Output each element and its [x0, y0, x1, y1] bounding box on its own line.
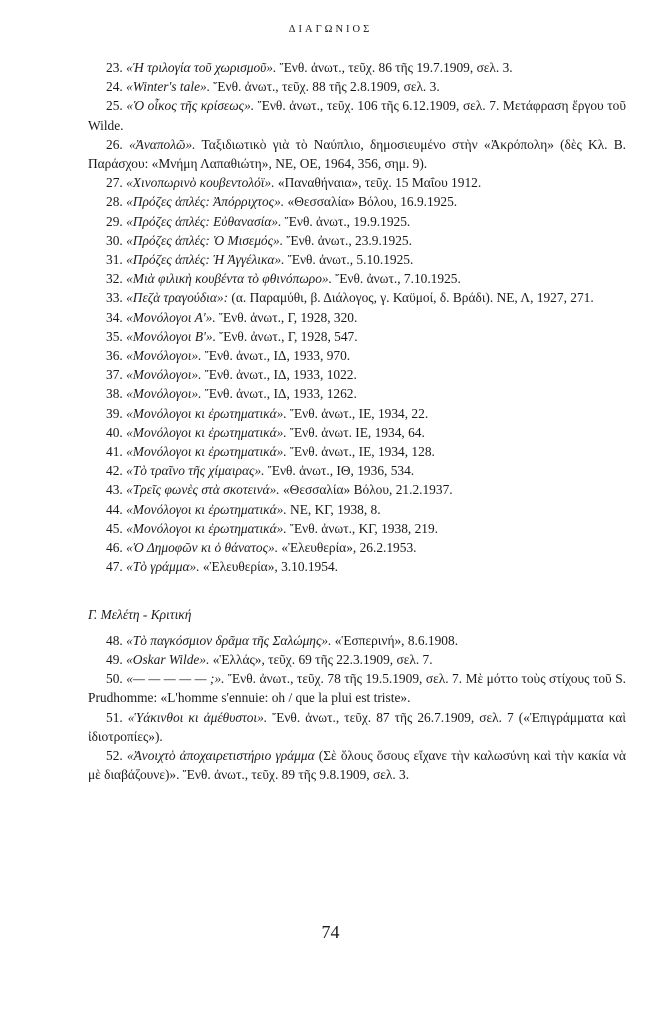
entry-title: «Ἡ τριλογία τοῦ χωρισμοῦ». — [126, 60, 277, 75]
entry-number: 36. — [106, 348, 123, 364]
entry-number: 31. — [106, 252, 123, 268]
entry-number: 35. — [106, 328, 123, 344]
running-head: ΔΙΑΓΩΝΙΟΣ — [288, 24, 373, 35]
bibliography-entry — [88, 708, 626, 746]
entry-details: «Θεσσαλία» Βόλου, 21.2.1937. — [279, 482, 453, 498]
bibliography-entry — [88, 404, 626, 423]
entry-title: «Ὑάκινθοι κι ἀμέθυστοι». — [127, 709, 268, 725]
entry-title: «— — — — — ;». — [126, 671, 225, 687]
entry-title: «Μονόλογοι». — [126, 367, 202, 383]
bibliography-entry — [88, 557, 626, 576]
entry-title: «Πρόζες ἁπλές: Ἀπόρριχτος». — [126, 194, 285, 210]
entry-title: «Τὸ παγκόσμιον δρᾶμα τῆς Σαλώμης». — [126, 632, 332, 648]
bibliography-entry — [88, 346, 626, 365]
entry-number: 48. — [106, 632, 123, 648]
entry-details: Ἔνθ. ἀνωτ., τεῦχ. 78 τῆς 19.5.1909, σελ. 7. Μὲ μόττο τοὺς στίχους τοῦ S. Prudhomme: «L'homme s'ennuie: oh / que la plui est triste». — [88, 671, 626, 706]
entry-number: 42. — [106, 463, 123, 479]
page-number: 74 — [321, 922, 340, 942]
entry-details: Ἔνθ. ἀνωτ., 23.9.1925. — [283, 232, 412, 248]
entry-details: Ἔνθ. ἀνωτ., τεῦχ. 86 τῆς 19.7.1909, σελ. 3. — [276, 60, 513, 75]
entry-details: Ἔνθ. ἀνωτ., Γ, 1928, 547. — [215, 328, 358, 344]
bibliography-entry — [88, 231, 626, 250]
entry-title: «Τὸ τραῖνο τῆς χίμαιρας». — [126, 463, 265, 479]
entry-details: «Ἑσπερινή», 8.6.1908. — [331, 632, 459, 648]
entry-details: Ἔνθ. ἀνωτ., ΙΕ, 1934, 22. — [286, 405, 429, 421]
entry-details: Ἔνθ. ἀνωτ. ΙΕ, 1934, 64. — [286, 424, 425, 440]
entry-details: «Ἐλευθερία», 3.10.1954. — [199, 559, 338, 575]
entry-details: (Σὲ ὅλους ὅσους εἴχανε τὴν καλωσύνη καὶ τὴν κακία νὰ μὲ διαβάζουνε)». Ἔνθ. ἀνωτ., τεῦχ. 89 τῆς 9.8.1909, σελ. 3. — [88, 747, 627, 783]
entry-title: «Μονόλογοι». — [126, 348, 202, 364]
entry-number: 27. — [106, 175, 123, 191]
entry-number: 46. — [106, 540, 123, 556]
bibliography-entry — [88, 192, 626, 211]
bibliography-entry — [88, 423, 626, 442]
entry-number: 23. — [106, 60, 123, 75]
bibliography-entry — [88, 631, 626, 650]
entry-number: 44. — [106, 501, 123, 517]
entry-list-criticism — [88, 631, 626, 785]
bibliography-entry — [88, 96, 626, 134]
entry-title: «Μονόλογοι κι ἐρωτηματικά». — [126, 405, 287, 421]
entry-details: Ἔνθ. ἀνωτ., τεῦχ. 87 τῆς 26.7.1909, σελ. 7 («Ἐπιγράμματα καὶ ἰδιοτροπίες»). — [88, 709, 626, 744]
entry-title: «Μονόλογοι κι ἐρωτηματικά». — [126, 424, 287, 440]
bibliography-entry — [88, 746, 626, 784]
entry-number: 30. — [106, 232, 123, 248]
bibliography-entry — [88, 480, 626, 499]
entry-details: (α. Παραμύθι, β. Διάλογος, γ. Καϋμοί, δ. Βράδι). ΝΕ, Λ, 1927, 271. — [228, 290, 594, 306]
entry-number: 34. — [106, 309, 123, 325]
entry-title: «Ὁ οἶκος τῆς κρίσεως». — [126, 98, 255, 114]
entry-number: 25. — [106, 98, 123, 114]
bibliography-entry — [88, 308, 626, 327]
entry-details: Ἔνθ. ἀνωτ., τεῦχ. 106 τῆς 6.12.1909, σελ. 7. Μετάφραση ἔργου τοῦ Wilde. — [88, 98, 626, 133]
entry-details: «Ἑλλάς», τεῦχ. 69 τῆς 22.3.1909, σελ. 7. — [209, 651, 433, 667]
entry-details: Ταξιδιωτικὸ γιὰ τὸ Ναύπλιο, δημοσιευμένο στὴν «Ἀκρόπολη» (δὲς Κλ. Β. Παράσχου: «Μνήμη Λαπαθιώτη», ΝΕ, ΟΕ, 1964, 356, σημ. 9). — [88, 136, 626, 172]
entry-details: Ἔνθ. ἀνωτ., 7.10.1925. — [331, 271, 461, 287]
bibliography-entry — [88, 461, 626, 480]
entry-title: «Τρεῖς φωνὲς στὰ σκοτεινά». — [126, 482, 280, 498]
entry-details: «Ἐλευθερία», 26.2.1953. — [278, 540, 417, 556]
entry-details: Ἔνθ. ἀνωτ., ΙΔ, 1933, 970. — [201, 348, 351, 364]
entry-number: 49. — [106, 651, 123, 667]
entry-title: «Μονόλογοι κι ἐρωτηματικά». — [126, 444, 287, 460]
entry-details: «Θεσσαλία» Βόλου, 16.9.1925. — [284, 194, 458, 210]
bibliography-text — [88, 58, 626, 784]
entry-details: Ἔνθ. ἀνωτ., τεῦχ. 88 τῆς 2.8.1909, σελ. 3. — [210, 79, 440, 95]
entry-number: 33. — [106, 290, 123, 306]
entry-number: 50. — [106, 671, 123, 687]
bibliography-entry — [88, 269, 626, 288]
bibliography-entry — [88, 650, 626, 669]
bibliography-entry — [88, 58, 626, 77]
entry-title: «Ἀναπολῶ». — [128, 136, 196, 152]
bibliography-entry — [88, 669, 626, 707]
entry-title: «Ὁ Δημοφῶν κι ὁ θάνατος». — [126, 540, 279, 556]
entry-details: Ἔνθ. ἀνωτ., ΙΘ, 1936, 534. — [264, 463, 415, 479]
entry-number: 32. — [106, 271, 123, 287]
entry-title: «Πρόζες ἁπλές: Ἡ Ἀγγέλικα». — [126, 252, 285, 268]
entry-number: 52. — [106, 747, 123, 763]
bibliography-entry — [88, 442, 626, 461]
entry-details: Ἔνθ. ἀνωτ., 5.10.1925. — [284, 252, 414, 268]
entry-number: 26. — [106, 136, 123, 152]
bibliography-entry — [88, 288, 626, 307]
bibliography-entry — [88, 250, 626, 269]
bibliography-entry — [88, 384, 626, 403]
entry-details: Ἔνθ. ἀνωτ., 19.9.1925. — [281, 213, 411, 229]
entry-title: «Τὸ γράμμα». — [126, 559, 200, 575]
entry-details: Ἔνθ. ἀνωτ., ΚΓ, 1938, 219. — [286, 520, 439, 536]
bibliography-entry — [88, 365, 626, 384]
entry-title: «Μονόλογοι Α'». — [126, 309, 216, 325]
entry-title: «Ἀνοιχτὸ ἀποχαιρετιστήριο γράμμα — [126, 747, 315, 763]
entry-number: 29. — [106, 213, 123, 229]
entry-title: «Μονόλογοι κι ἐρωτηματικά». — [126, 501, 287, 517]
bibliography-entry — [88, 538, 626, 557]
entry-details: ΝΕ, ΚΓ, 1938, 8. — [286, 501, 381, 517]
entry-number: 39. — [106, 405, 123, 421]
bibliography-entry — [88, 212, 626, 231]
entry-details: Ἔνθ. ἀνωτ., ΙΕ, 1934, 128. — [286, 444, 435, 460]
entry-title: «Μονόλογοι». — [126, 386, 202, 402]
entry-title: «Πρόζες ἁπλές: Εὐθανασία». — [126, 213, 282, 229]
entry-title: «Oskar Wilde». — [126, 651, 210, 667]
entry-number: 45. — [106, 520, 123, 536]
entry-title: «Μιὰ φιλικὴ κουβέντα τὸ φθινόπωρο». — [126, 271, 332, 287]
entry-details: Ἔνθ. ἀνωτ., Γ, 1928, 320. — [215, 309, 358, 325]
entry-number: 37. — [106, 367, 123, 383]
entry-title: «Χινοπωρινὸ κουβεντολόϊ». — [126, 175, 275, 191]
entry-title: «Μονόλογοι Β'». — [126, 328, 216, 344]
entry-number: 28. — [106, 194, 123, 210]
entry-number: 40. — [106, 424, 123, 440]
bibliography-entry — [88, 500, 626, 519]
bibliography-entry — [88, 327, 626, 346]
entry-number: 51. — [106, 709, 123, 725]
entry-details: «Παναθήναια», τεῦχ. 15 Μαΐου 1912. — [274, 175, 482, 191]
entry-number: 47. — [106, 559, 123, 575]
entry-title: «Μονόλογοι κι ἐρωτηματικά». — [126, 520, 287, 536]
entry-title: «Πεζὰ τραγούδια»: — [126, 290, 229, 306]
bibliography-entry — [88, 173, 626, 192]
section-heading: Γ. Μελέτη - Κριτική — [88, 607, 192, 623]
bibliography-entry — [88, 519, 626, 538]
entry-list-prose — [88, 58, 626, 576]
entry-number: 43. — [106, 482, 123, 498]
entry-number: 24. — [106, 79, 123, 95]
entry-number: 38. — [106, 386, 123, 402]
bibliography-entry — [88, 77, 626, 96]
entry-details: Ἔνθ. ἀνωτ., ΙΔ, 1933, 1262. — [201, 386, 357, 402]
entry-number: 41. — [106, 444, 123, 460]
bibliography-entry — [88, 135, 626, 173]
entry-title: «Πρόζες ἁπλές: Ὁ Μισεμός». — [126, 232, 284, 248]
entry-details: Ἔνθ. ἀνωτ., ΙΔ, 1933, 1022. — [201, 367, 357, 383]
entry-title: «Winter's tale». — [126, 79, 211, 95]
